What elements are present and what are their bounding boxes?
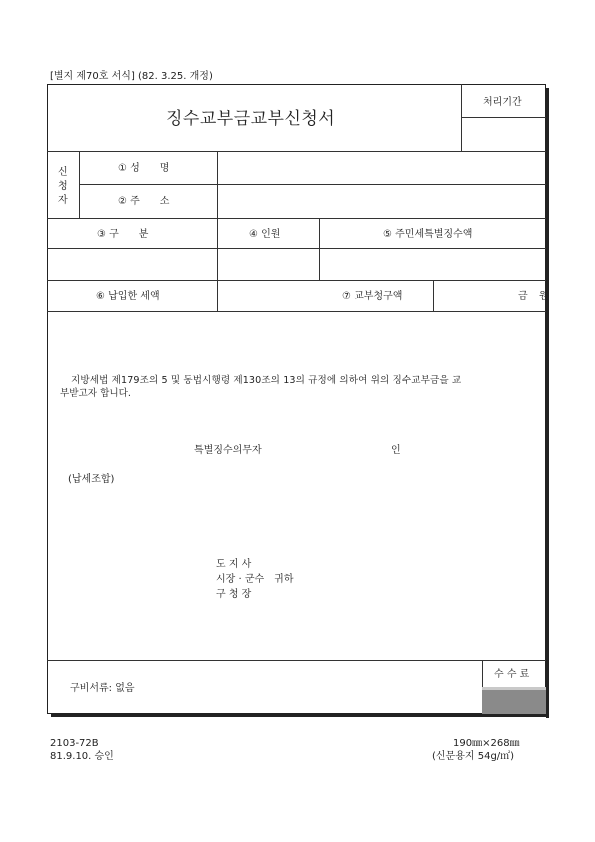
category-label: ③ 구 분	[97, 229, 149, 240]
requested-amount-field[interactable]	[434, 281, 514, 310]
paper-size: 190㎜×268㎜	[453, 738, 520, 749]
address-field[interactable]	[218, 185, 545, 217]
paper-type: (신문용지 54g/㎡)	[432, 751, 515, 762]
requested-amount-label: ⑦ 교부청구액	[342, 291, 403, 302]
union-label: (납세조합)	[68, 474, 115, 485]
headcount-field[interactable]	[218, 249, 318, 279]
addressee-district: 구 청 장	[216, 589, 252, 600]
applicant-section-label: 신 청 자	[58, 167, 68, 206]
form-title: 징수교부금교부신청서	[166, 109, 336, 129]
amount-unit-label: 금 원	[518, 291, 549, 302]
name-field[interactable]	[218, 152, 545, 184]
divider	[79, 151, 80, 218]
obligor-label: 특별징수의무자	[194, 445, 262, 456]
statement-line2: 부받고자 합니다.	[60, 388, 131, 399]
statement-line1: 지방세법 제179조의 5 및 동법시행령 제130조의 13의 규정에 의하여 위의 징수교부금을 교	[71, 375, 462, 386]
name-label: ① 성 명	[118, 163, 170, 174]
paid-tax-field[interactable]	[218, 281, 318, 310]
addressee-mayor: 시장 · 군수 귀하	[216, 574, 294, 585]
fee-stamp-area	[482, 690, 546, 714]
approval-date: 81.9.10. 승인	[50, 751, 114, 762]
fee-label: 수 수 료	[494, 669, 530, 680]
seal-label: 인	[391, 445, 401, 456]
divider	[47, 218, 546, 219]
divider	[461, 117, 546, 118]
divider	[47, 660, 546, 661]
frame-shadow	[546, 88, 549, 718]
category-field[interactable]	[48, 249, 216, 279]
processing-period-label: 처리기간	[483, 97, 522, 108]
form-number: [별지 제70호 서식] (82. 3.25. 개정)	[50, 71, 213, 82]
divider	[47, 311, 546, 312]
headcount-label: ④ 인원	[249, 229, 281, 240]
special-tax-label: ⑤ 주민세특별징수액	[383, 229, 473, 240]
obligor-name-field[interactable]	[280, 441, 385, 459]
addressee-governor: 도 지 사	[216, 559, 252, 570]
special-tax-field[interactable]	[320, 249, 545, 279]
form-code: 2103-72B	[50, 738, 99, 749]
address-label: ② 주 소	[118, 196, 170, 207]
paid-tax-label: ⑥ 납입한 세액	[96, 291, 160, 302]
required-documents-label: 구비서류: 없음	[70, 683, 135, 694]
frame-shadow	[51, 714, 549, 717]
